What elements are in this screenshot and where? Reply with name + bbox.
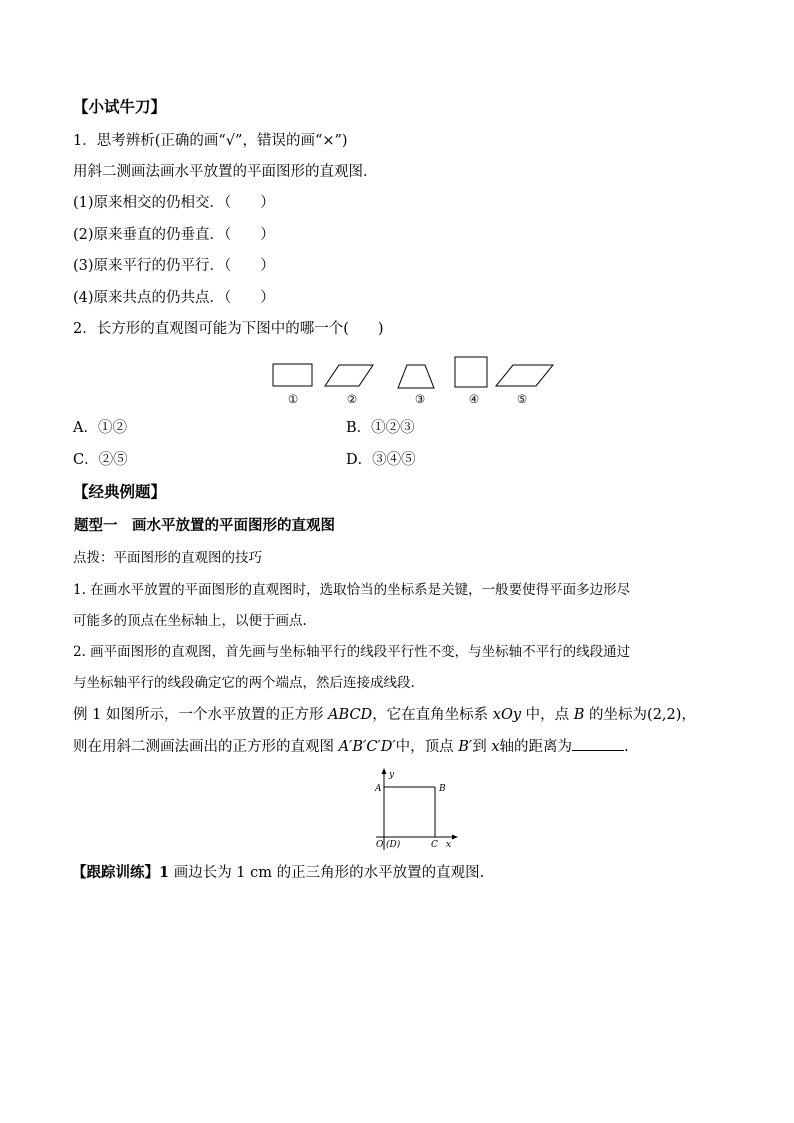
q1-item-2: (2)原来垂直的仍垂直．（ ） [73,227,275,243]
label-a: A [375,784,382,794]
example-1-line-2 [73,736,629,757]
tip-title: 点拨：平面图形的直观图的技巧 [73,550,262,566]
example-1-text: 例 1 如图所示，一个水平放置的正方形 [73,707,329,723]
x-axis-arrow [452,835,458,840]
tip-2-line-1: 2. 画平面图形的直观图，首先画与坐标轴平行的线段平行性不变，与坐标轴不平行的线段通过 [73,644,631,660]
shape-label-2: ② [346,392,358,406]
section-header-practice: 【小试牛刀】 [73,97,167,116]
intuitive-square-name: A′B′C′D′ [338,739,396,755]
option-b: B．①②③ [346,420,415,436]
example-1-line-1 [73,705,696,725]
square-coordinate-figure [366,766,462,854]
shape-label-5: ⑤ [516,392,528,406]
example-1-text: 中，顶点 [395,739,459,755]
follow-up-text: 画边长为 1 cm 的正三角形的水平放置的直观图. [169,865,485,881]
shape-label-1: ① [287,392,299,406]
q1-item-1: (1)原来相交的仍相交．（ ） [73,195,275,211]
follow-up-label: 【跟踪训练】1 [72,864,170,881]
topic-title: 题型一 画水平放置的平面图形的直观图 [74,517,335,534]
label-d: (D) [386,840,401,850]
label-y: y [389,770,395,780]
label-x: x [446,840,452,850]
option-c: C．②⑤ [73,452,128,468]
example-1-text: . [624,739,629,755]
tip-1-line-2: 可能多的顶点在坐标轴上，以便于画点. [73,613,307,629]
q2-title: 2．长方形的直观图可能为下图中的哪一个( ) [73,321,384,337]
section-header-examples: 【经典例题】 [73,482,167,501]
square-name: ABCD [328,707,373,723]
label-c: C [431,840,438,850]
example-1-text: ，它在直角坐标系 [372,707,493,723]
example-1-text: 中，点 [521,707,574,723]
q1-intro: 用斜二测画法画水平放置的平面图形的直观图． [73,164,378,180]
example-1-text: 的坐标为(2,2)， [584,707,696,723]
shape-parallelogram-1 [325,365,373,386]
coord-system-name: xOy [492,707,522,723]
shape-square [455,357,487,387]
tip-2-line-2: 与坐标轴平行的线段确定它的两个端点，然后连接成线段. [73,675,415,691]
shape-label-3: ③ [414,392,426,406]
shape-parallelogram-2 [496,365,553,386]
example-1-text: 则在用斜二测画法画出的正方形的直观图 [73,739,339,755]
q1-item-3: (3)原来平行的仍平行．（ ） [73,258,275,274]
y-axis-arrow [382,768,387,774]
x-axis-name: x [491,739,500,755]
follow-up-exercise [72,863,484,883]
example-1-text: 轴的距离为 [499,739,572,755]
label-o: O [376,840,384,850]
example-1-text: 到 [472,739,492,755]
point-b: B [573,707,585,723]
answer-blank[interactable] [572,736,624,751]
option-a: A．①② [73,420,127,436]
shape-trapezoid [398,365,434,388]
shape-label-4: ④ [468,392,480,406]
shape-rectangle [273,364,312,386]
label-b: B [439,784,446,794]
option-d: D．③④⑤ [346,452,416,468]
tip-1-line-1: 1. 在画水平放置的平面图形的直观图时，选取恰当的坐标系是关键，一般要使得平面多边形尽 [73,582,631,598]
q1-item-4: (4)原来共点的仍共点．（ ） [73,290,275,306]
q1-title: 1．思考辨析(正确的画“√”，错误的画“×”) [73,133,348,149]
point-b-prime: B′ [458,739,473,755]
